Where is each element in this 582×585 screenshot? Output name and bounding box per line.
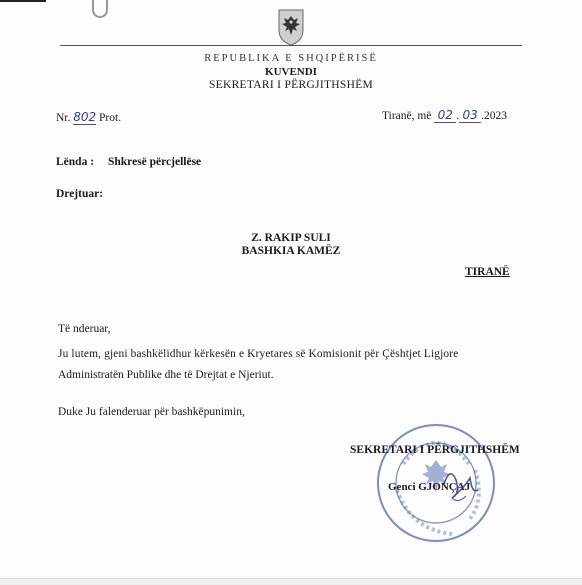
body-line-2: Administratën Publike dhe të Drejtat e Njeriut. [58,369,274,381]
addressee-org: BASHKIA KAMËZ [241,245,341,257]
institution-heading: KUVENDI [265,66,317,78]
header-rule [60,45,522,46]
greeting: Të nderuar, [58,323,111,335]
handwritten-signature [392,460,512,520]
date-line: Tiranë, më 02 . 03 .2023 [382,108,508,122]
date-day: 02 [434,108,456,123]
scan-edge-mark [0,0,46,2]
date-month: 03 [459,108,481,123]
signatory-name: Genci GJONÇAJ [388,481,471,493]
nr-label: Nr. [56,112,71,124]
albanian-eagle-emblem-icon [276,8,306,46]
date-year: .2023 [481,110,508,122]
addressee-label: Drejtuar: [56,188,104,200]
signatory-title: SEKRETARI I PËRGJITHSHËM [350,444,520,456]
place-label: Tiranë, më [382,110,432,122]
addressee-city: TIRANË [465,266,510,278]
subject-label: Lënda : [56,156,95,168]
reference-number [56,110,121,125]
body-line-1: Ju lutem, gjeni bashkëlidhur kërkesën e Kryetares së Komisionit për Çështjet Ligjore [58,348,459,360]
binder-ring [92,0,108,18]
subject-value: Shkresë përcjellëse [108,156,202,168]
office-heading: SEKRETARI I PËRGJITHSHËM [208,79,374,91]
nr-value: 802 [73,110,97,124]
republic-heading: REPUBLIKA E SHQIPËRISË [204,53,378,64]
addressee-name: Z. RAKIP SULI [251,232,331,244]
closing-line: Duke Ju falenderuar për bashkëpunimin, [58,406,245,418]
prot-label: Prot. [99,112,122,124]
